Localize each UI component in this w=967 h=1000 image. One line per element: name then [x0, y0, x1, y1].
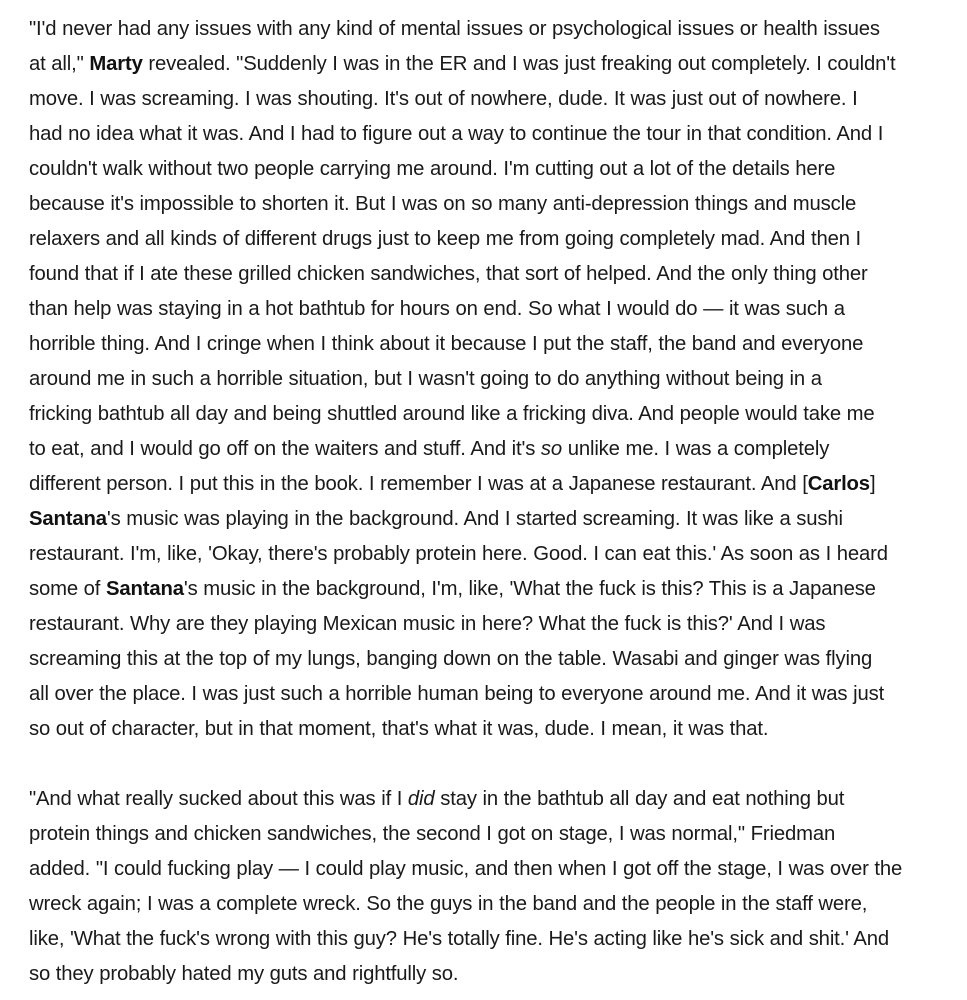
text-line [29, 852, 953, 887]
quote-paragraph-1 [29, 12, 953, 747]
name-link[interactable]: Santana [29, 508, 107, 530]
text-run: horrible thing. And I cringe when I think about it because I put the staff, the band and everyone [29, 333, 864, 355]
text-line [29, 607, 953, 642]
text-run: all over the place. I was just such a horrible human being to everyone around me. And it was just [29, 683, 885, 705]
quote-paragraph-2 [29, 782, 953, 992]
text-run: had no idea what it was. And I had to figure out a way to continue the tour in that condition. And I [29, 123, 884, 145]
text-run: move. I was screaming. I was shouting. It's out of nowhere, dude. It was just out of nowhere. I [29, 88, 858, 110]
text-line [29, 537, 953, 572]
text-line [29, 432, 953, 467]
text-run: "I'd never had any issues with any kind of mental issues or psychological issues or health issues [29, 18, 880, 40]
text-run: ] [869, 473, 876, 495]
text-line [29, 887, 953, 922]
text-line [29, 502, 953, 537]
text-run: protein things and chicken sandwiches, the second I got on stage, I was normal," Friedman [29, 823, 836, 845]
text-run: around me in such a horrible situation, but I wasn't going to do anything without being in a [29, 368, 822, 390]
emphasis-text: did [407, 788, 435, 810]
text-run: relaxers and all kinds of different drugs just to keep me from going completely mad. And then I [29, 228, 862, 250]
text-run: wreck again; I was a complete wreck. So the guys in the band and the people in the staff were, [29, 893, 868, 915]
text-line [29, 397, 953, 432]
text-run: than help was staying in a hot bathtub for hours on end. So what I would do — it was such a [29, 298, 845, 320]
text-run: fricking bathtub all day and being shuttled around like a fricking diva. And people would take me [29, 403, 875, 425]
text-line [29, 257, 953, 292]
text-line [29, 222, 953, 257]
text-run: added. "I could fucking play — I could play music, and then when I got off the stage, I was over the [29, 858, 903, 880]
text-run: revealed. "Suddenly I was in the ER and I was just freaking out completely. I couldn't [142, 53, 896, 75]
text-line [29, 362, 953, 397]
text-run: because it's impossible to shorten it. But I was on so many anti-depression things and muscle [29, 193, 857, 215]
text-line [29, 117, 953, 152]
name-link[interactable]: Marty [89, 53, 143, 75]
text-line [29, 292, 953, 327]
text-run: screaming this at the top of my lungs, banging down on the table. Wasabi and ginger was flying [29, 648, 873, 670]
text-run: 's music in the background, I'm, like, 'What the fuck is this? This is a Japanese [183, 578, 876, 600]
text-run: restaurant. Why are they playing Mexican music in here? What the fuck is this?' And I was [29, 613, 826, 635]
text-run: so out of character, but in that moment, that's what it was, dude. I mean, it was that. [29, 718, 769, 740]
emphasis-text: so [540, 438, 563, 460]
text-run: found that if I ate these grilled chicken sandwiches, that sort of helped. And the only thing other [29, 263, 868, 285]
text-line [29, 572, 953, 607]
text-line [29, 47, 953, 82]
text-line [29, 922, 953, 957]
text-run: different person. I put this in the book. I remember I was at a Japanese restaurant. And [ [29, 473, 808, 495]
text-run: to eat, and I would go off on the waiters and stuff. And it's [29, 438, 541, 460]
text-line [29, 817, 953, 852]
text-line [29, 152, 953, 187]
text-run: stay in the bathtub all day and eat nothing but [434, 788, 845, 810]
text-run: restaurant. I'm, like, 'Okay, there's probably protein here. Good. I can eat this.' As soon as I heard [29, 543, 888, 565]
article-body [29, 12, 953, 992]
text-run: 's music was playing in the background. And I started screaming. It was like a sushi [106, 508, 843, 530]
text-run: "And what really sucked about this was if I [29, 788, 408, 810]
name-link[interactable]: Santana [105, 578, 184, 600]
text-run: some of [29, 578, 106, 600]
text-line [29, 712, 953, 747]
text-run: so they probably hated my guts and rightfully so. [29, 963, 459, 985]
text-line [29, 467, 953, 502]
name-link[interactable]: Carlos [807, 473, 870, 495]
text-run: like, 'What the fuck's wrong with this guy? He's totally fine. He's acting like he's sick and shit.' And [29, 928, 890, 950]
text-run: at all," [29, 53, 90, 75]
text-line [29, 957, 953, 992]
text-run: unlike me. I was a completely [562, 438, 830, 460]
text-line [29, 327, 953, 362]
text-run: couldn't walk without two people carrying me around. I'm cutting out a lot of the details here [29, 158, 836, 180]
text-line [29, 12, 953, 47]
text-line [29, 187, 953, 222]
text-line [29, 782, 953, 817]
text-line [29, 677, 953, 712]
text-line [29, 642, 953, 677]
text-line [29, 82, 953, 117]
